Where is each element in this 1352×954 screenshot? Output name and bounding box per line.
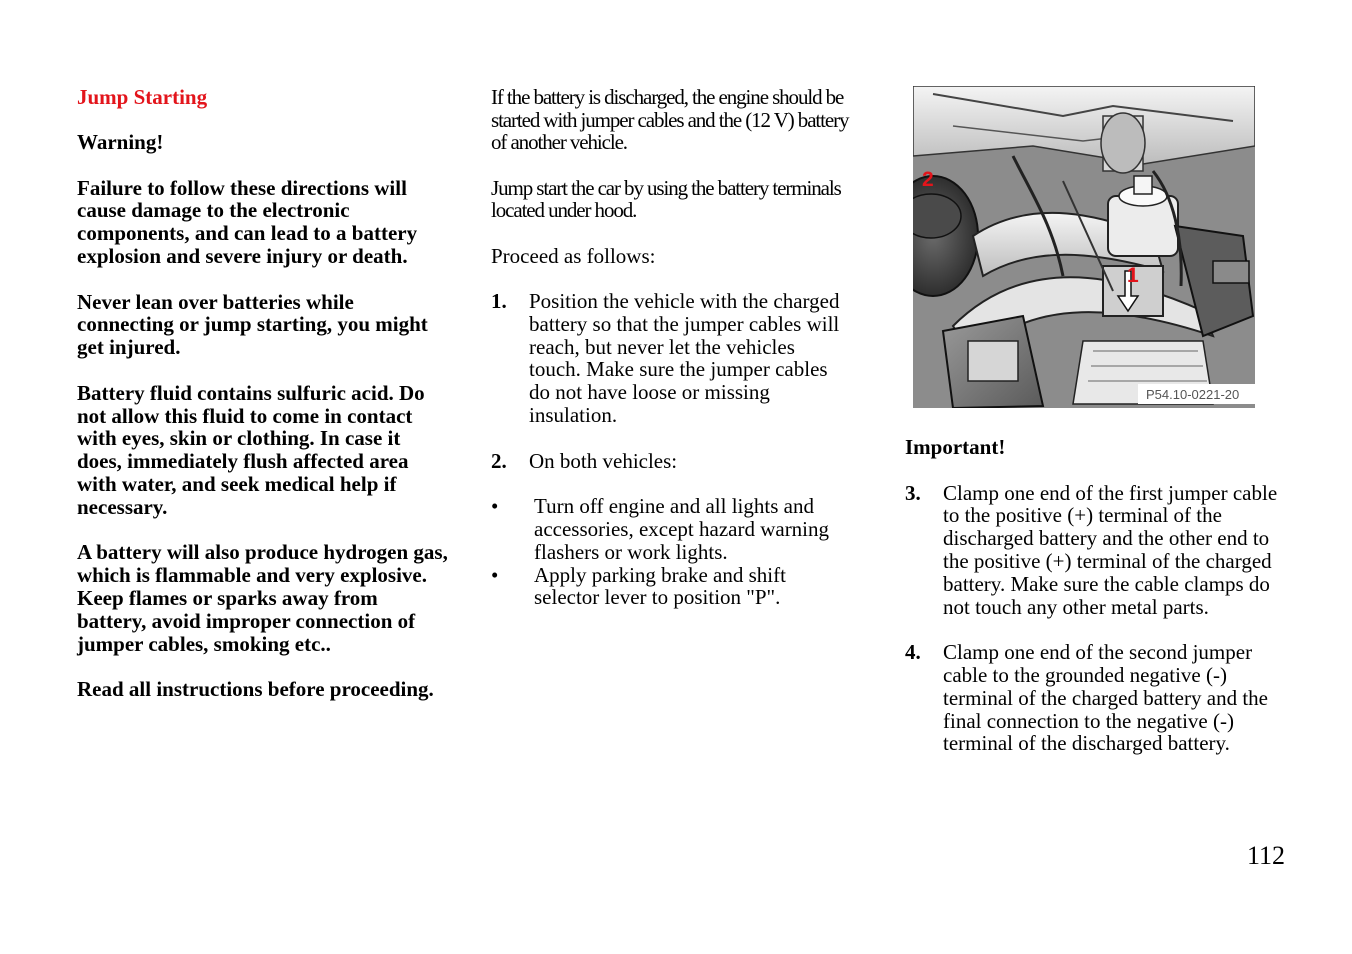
figure-label-2: 2 <box>922 168 934 191</box>
step-number: 1. <box>491 289 507 314</box>
warning-paragraph-acid: Battery fluid contains sulfuric acid. Do not allow this fluid to come in contact with eyes, skin or clothing. In case it does, immediately flush affected area with water, and seek medical help if necessary. <box>77 380 425 519</box>
bullet-text: Apply parking brake and shift selector lever to position "P". <box>534 562 786 610</box>
warning-paragraph-lean: Never lean over batteries while connecting or jump starting, you might get injured. <box>77 289 428 360</box>
instructions-column <box>491 86 851 609</box>
bullet-marker: • <box>491 494 499 519</box>
figure-code: P54.10-0221-20 <box>1146 387 1240 402</box>
step-3 <box>905 482 1280 619</box>
step-2 <box>491 450 851 473</box>
step-text: On both vehicles: <box>529 448 678 473</box>
step-text: Clamp one end of the second jumper cable to the grounded negative (-) terminal of the charged battery and the final connection to the negative (-) terminal of the discharged battery. <box>943 640 1268 756</box>
bullet-text: Turn off engine and all lights and accessories, except hazard warning flashers or work lights. <box>534 494 830 564</box>
intro-paragraph: If the battery is discharged, the engine should be started with jumper cables and the (12 V) battery of another vehicle. <box>491 85 849 154</box>
warning-paragraph-read: Read all instructions before proceeding. <box>77 677 434 702</box>
warning-heading: Warning! <box>77 130 164 154</box>
step-text: Clamp one end of the first jumper cable to the positive (+) terminal of the discharged battery and the other end to the positive (+) terminal of the charged battery. Make sure the cable clamps do not touch any other metal parts. <box>943 480 1278 619</box>
proceed-text: Proceed as follows: <box>491 243 656 268</box>
warning-column <box>77 86 449 724</box>
steps-column <box>905 436 1280 778</box>
engine-bay-illustration <box>913 86 1255 408</box>
step-number: 4. <box>905 640 921 665</box>
list-item <box>491 564 851 610</box>
step-number: 3. <box>905 480 921 505</box>
engine-bay-drawing <box>913 86 1255 408</box>
section-title: Jump Starting <box>77 85 208 109</box>
step-number: 2. <box>491 448 507 473</box>
bullet-marker: • <box>491 562 499 587</box>
bullet-list <box>491 495 851 609</box>
figure-label-1: 1 <box>1127 264 1139 287</box>
step-text: Position the vehicle with the charged battery so that the jumper cables will reach, but never let the vehicles touch. Make sure the jumper cables do not have loose or missing insulation. <box>529 289 840 428</box>
warning-paragraph-hydrogen: A battery will also produce hydrogen gas, which is flammable and very explosive. Keep flames or sparks away from battery, avoid improper connection of jumper cables, smoking etc.. <box>77 540 448 656</box>
step-1 <box>491 290 851 427</box>
important-heading: Important! <box>905 435 1006 459</box>
page-number: 112 <box>1247 841 1286 870</box>
step-4 <box>905 641 1280 755</box>
terminals-paragraph: Jump start the car by using the battery terminals located under hood. <box>491 175 841 222</box>
warning-paragraph-damage: Failure to follow these directions will cause damage to the electronic components, and can lead to a battery explosion and severe injury or death. <box>77 175 418 268</box>
list-item <box>491 495 851 563</box>
